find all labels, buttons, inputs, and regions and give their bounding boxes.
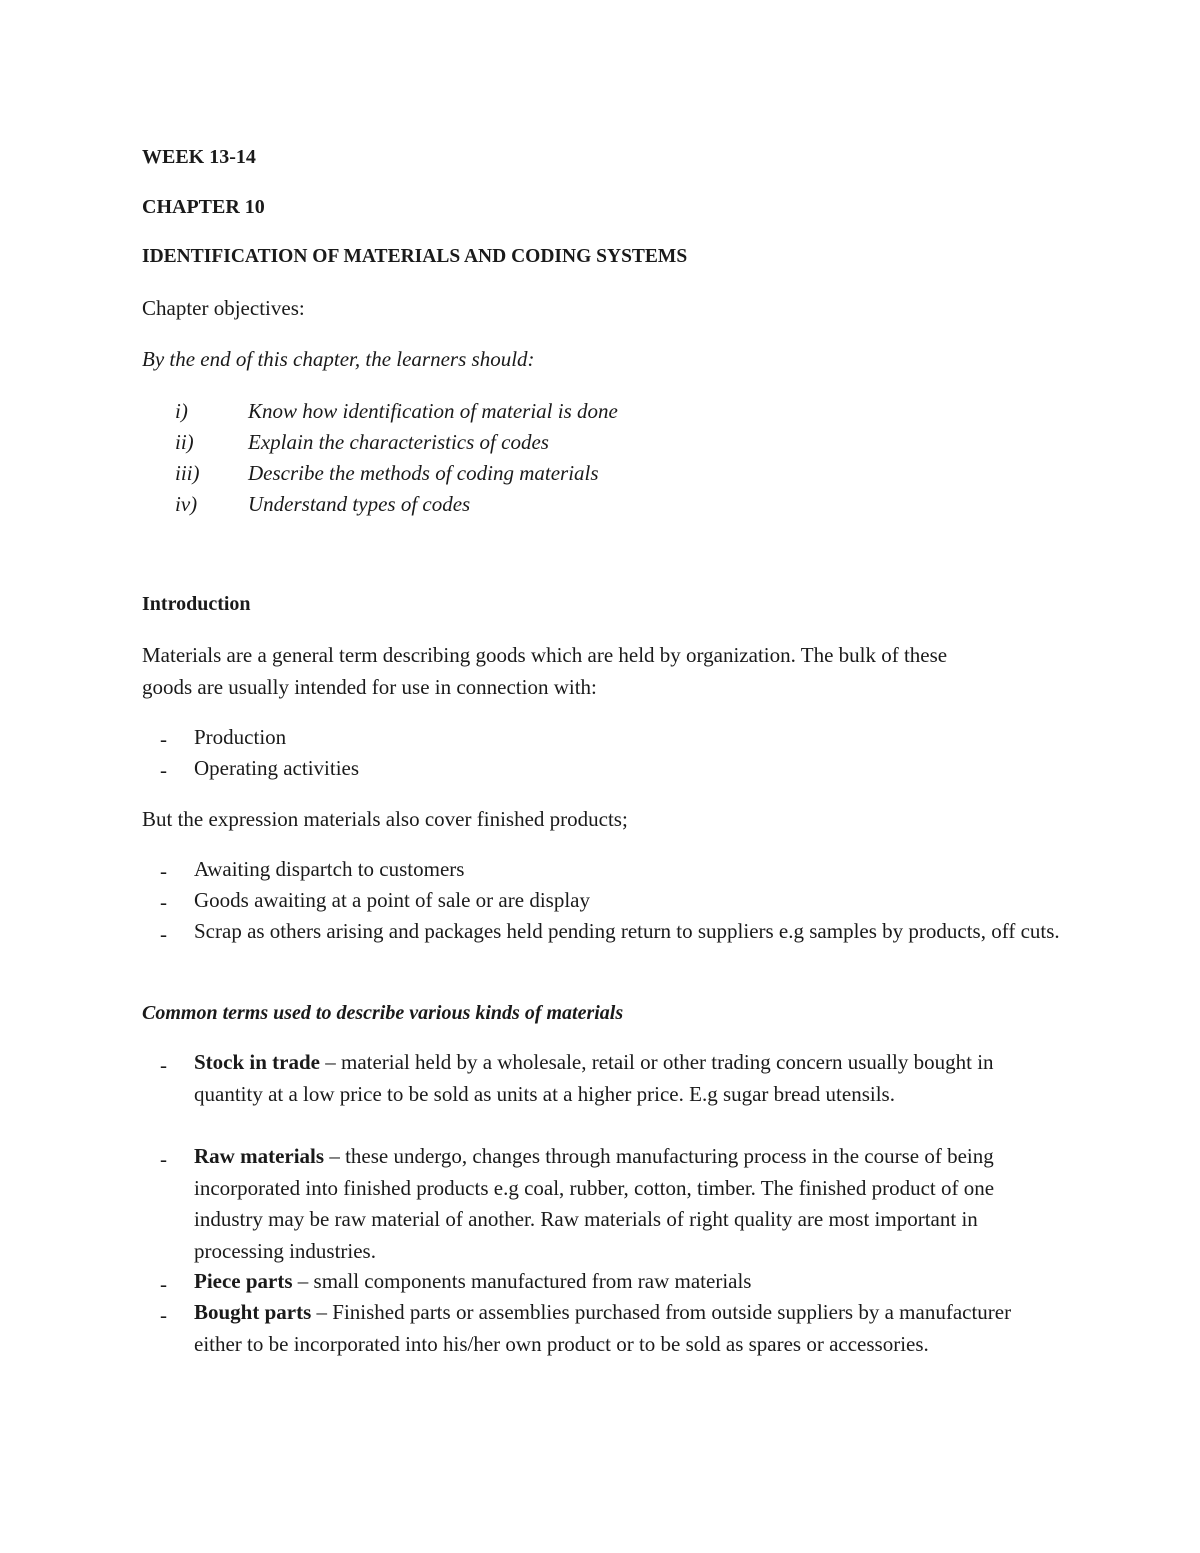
bullet-dash: -: [160, 1303, 167, 1327]
objective-text: Describe the methods of coding materials: [248, 461, 599, 485]
list-item: [194, 1141, 1054, 1267]
bullet-dash: -: [160, 859, 167, 883]
introduction-heading: Introduction: [142, 593, 251, 615]
list-item: Production: [194, 725, 287, 749]
list-item: Awaiting dispartch to customers: [194, 857, 465, 881]
list-item: Scrap as others arising and packages held pending return to suppliers e.g samples by products, off cuts.: [194, 919, 1060, 943]
objectives-intro: By the end of this chapter, the learners should:: [142, 347, 535, 371]
intro-paragraph-line: goods are usually intended for use in connection with:: [142, 675, 597, 699]
term-name: Stock in trade: [194, 1050, 320, 1074]
objective-text: Explain the characteristics of codes: [248, 430, 549, 454]
term-name: Raw materials: [194, 1144, 325, 1168]
terms-heading: Common terms used to describe various kinds of materials: [142, 1002, 624, 1024]
term-description: – these undergo, changes through manufacturing process in the course of being incorporated into finished products e.g coal, rubber, cotton, timber. The finished product of one industry may be raw material of another. Raw materials of right quality are most important in processing industries.: [194, 1144, 995, 1263]
objective-number: ii): [175, 430, 194, 454]
objective-number: iii): [175, 461, 200, 485]
term-description: – material held by a wholesale, retail or other trading concern usually bought in quantity at a low price to be sold as units at a higher price. E.g sugar bread utensils.: [194, 1050, 994, 1106]
list-item: [194, 1047, 1014, 1110]
expression-paragraph: But the expression materials also cover finished products;: [142, 807, 628, 831]
bullet-dash: -: [160, 922, 167, 946]
objective-number: iv): [175, 492, 198, 516]
list-item: Goods awaiting at a point of sale or are display: [194, 888, 590, 912]
bullet-dash: -: [160, 1272, 167, 1296]
chapter-label: CHAPTER 10: [142, 196, 265, 218]
week-label: WEEK 13-14: [142, 146, 256, 168]
objective-text: Understand types of codes: [248, 492, 471, 516]
document-title: IDENTIFICATION OF MATERIALS AND CODING SYSTEMS: [142, 246, 688, 267]
list-item: Operating activities: [194, 756, 360, 780]
bullet-dash: -: [160, 890, 167, 914]
term-description: – small components manufactured from raw materials: [292, 1269, 752, 1293]
bullet-dash: -: [160, 727, 167, 751]
objective-number: i): [175, 399, 188, 423]
objectives-label: Chapter objectives:: [142, 296, 305, 320]
list-item: [194, 1297, 1044, 1360]
objective-text: Know how identification of material is done: [248, 399, 618, 423]
term-name: Bought parts: [194, 1300, 312, 1324]
bullet-dash: -: [160, 1053, 167, 1077]
intro-paragraph-line: Materials are a general term describing goods which are held by organization. The bulk of these: [142, 643, 948, 667]
list-item: [194, 1266, 1064, 1298]
term-name: Piece parts: [194, 1269, 293, 1293]
term-description: – Finished parts or assemblies purchased from outside suppliers by a manufacturer either to be incorporated into his/her own product or to be sold as spares or accessories.: [194, 1300, 1012, 1356]
bullet-dash: -: [160, 758, 167, 782]
bullet-dash: -: [160, 1147, 167, 1171]
